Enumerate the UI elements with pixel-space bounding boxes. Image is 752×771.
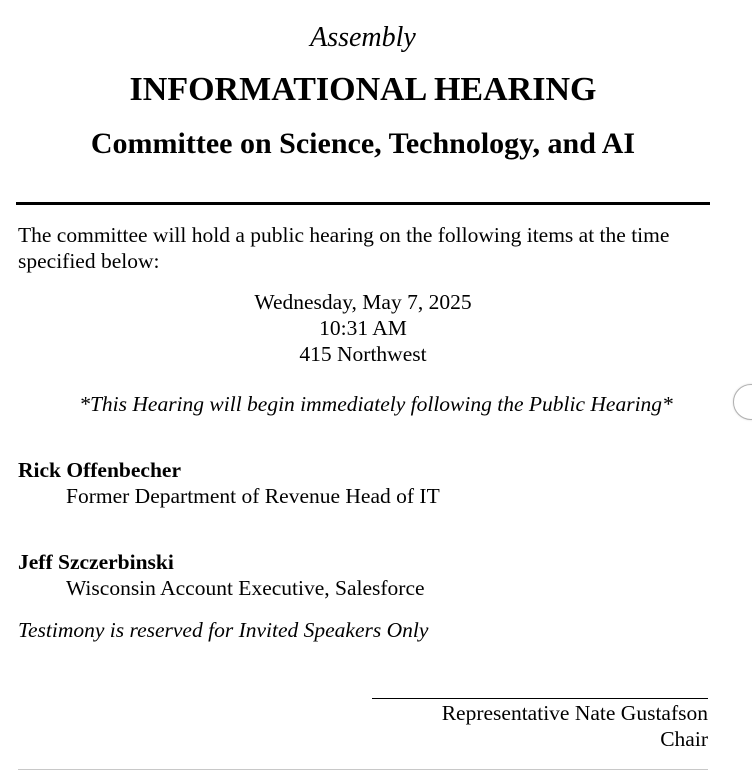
chamber-heading: Assembly [310,22,416,53]
hearing-note: *This Hearing will begin immediately following the Public Hearing* [79,392,673,416]
speaker-name: Rick Offenbecher [18,458,182,482]
hearing-date: Wednesday, May 7, 2025 [254,290,472,314]
intro-paragraph: The committee will hold a public hearing on the following items at the time specified below: [18,223,670,273]
footer-divider [18,769,708,770]
testimony-note: Testimony is reserved for Invited Speakers Only [18,618,429,642]
hearing-type-title: INFORMATIONAL HEARING [129,71,597,108]
speaker-name: Jeff Szczerbinski [18,550,174,574]
speaker-title: Former Department of Revenue Head of IT [66,484,440,508]
header-divider [16,202,710,205]
hearing-time: 10:31 AM [319,316,407,340]
signature-line [372,698,708,699]
schedule-block [0,289,726,367]
signer-role: Chair [660,727,708,751]
committee-name: Committee on Science, Technology, and AI [90,127,636,160]
speaker-title: Wisconsin Account Executive, Salesforce [66,576,425,600]
signer-name: Representative Nate Gustafson [441,701,708,725]
hearing-room: 415 Northwest [299,342,427,366]
